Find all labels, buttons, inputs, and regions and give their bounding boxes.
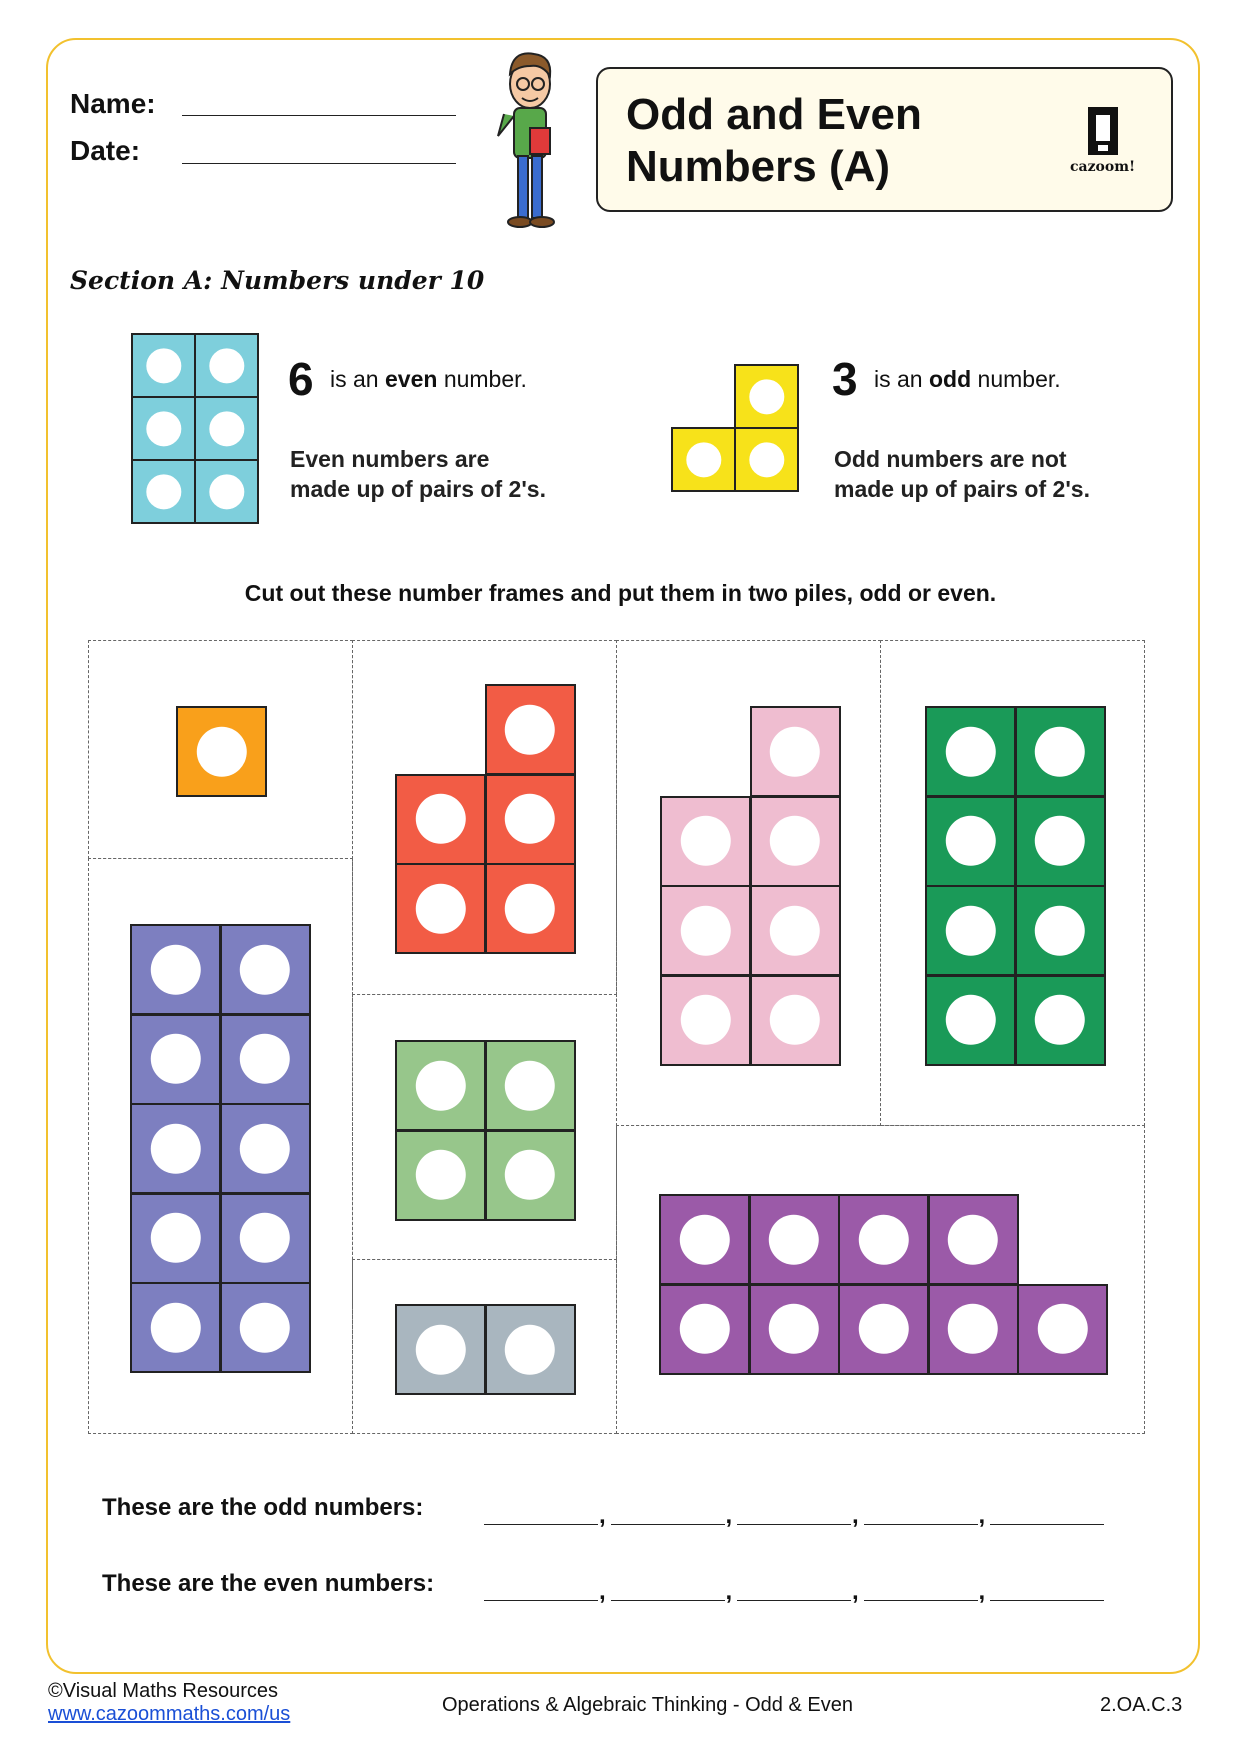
answer-blank[interactable] <box>737 1600 851 1601</box>
answer-blank[interactable] <box>611 1524 725 1525</box>
frame-cell <box>928 1194 1019 1285</box>
footer-copyright: ©Visual Maths Resources <box>48 1680 279 1702</box>
frame-cell <box>1015 975 1106 1066</box>
frame-cell <box>671 427 736 492</box>
frame-cell <box>1015 706 1106 797</box>
name-line[interactable] <box>182 115 456 116</box>
frame-cell <box>220 1282 311 1373</box>
frame-cell <box>220 924 311 1015</box>
frame-cell <box>395 774 486 865</box>
frame-cell <box>220 1193 311 1284</box>
frame-cell <box>750 975 841 1066</box>
footer-link-wrap <box>48 1703 290 1726</box>
frame-cell <box>660 885 751 976</box>
frame-cell <box>750 706 841 797</box>
even-sentence-bold: even <box>384 366 438 392</box>
footer-link[interactable]: www.cazoommaths.com/us <box>48 1703 291 1725</box>
odd-answer-label: These are the odd numbers: <box>102 1494 424 1521</box>
answer-blank[interactable] <box>864 1600 978 1601</box>
answer-blank[interactable] <box>484 1600 598 1601</box>
answer-comma: , <box>599 1502 606 1529</box>
frame-cell <box>925 975 1016 1066</box>
answer-blank[interactable] <box>484 1524 598 1525</box>
frame-cell <box>131 333 196 398</box>
name-label: Name: <box>70 88 156 119</box>
frame-cell <box>220 1014 311 1105</box>
frame-cell <box>395 1304 486 1395</box>
odd-sentence-post: number. <box>977 366 1061 392</box>
odd-desc-line-2: made up of pairs of 2's. <box>834 476 1090 502</box>
even-sentence-post: number. <box>443 366 527 392</box>
frame-cell <box>838 1284 929 1375</box>
answer-comma: , <box>978 1578 986 1605</box>
frame-cell <box>660 796 751 887</box>
frame-cell <box>1015 885 1106 976</box>
teacher-mascot-icon <box>490 44 570 232</box>
frame-cell <box>485 863 576 954</box>
date-line[interactable] <box>182 163 456 164</box>
frame-cell <box>925 796 1016 887</box>
frame-cell <box>925 706 1016 797</box>
frame-cell <box>750 885 841 976</box>
odd-example-sentence <box>874 366 1061 393</box>
odd-example-number: 3 <box>832 353 858 405</box>
odd-sentence-pre: is an <box>874 366 923 392</box>
even-answer-label: These are the even numbers: <box>102 1570 435 1597</box>
frame-cell <box>131 459 196 524</box>
frame-cell <box>194 459 259 524</box>
frame-cell <box>659 1284 750 1375</box>
frame-cell <box>130 1014 221 1105</box>
frame-cell <box>485 1040 576 1131</box>
even-example-number: 6 <box>288 353 314 405</box>
frame-cell <box>1017 1284 1108 1375</box>
answer-blank[interactable] <box>611 1600 725 1601</box>
odd-desc-line-1: Odd numbers are not <box>834 446 1067 472</box>
frame-cell <box>749 1284 840 1375</box>
frame-cell <box>130 1282 221 1373</box>
frame-cell <box>485 684 576 775</box>
answer-comma: , <box>852 1578 859 1605</box>
frame-cell <box>925 885 1016 976</box>
answer-comma: , <box>725 1578 733 1605</box>
frame-cell <box>750 796 841 887</box>
frame-cell <box>220 1103 311 1194</box>
footer-topic: Operations & Algebraic Thinking - Odd & Even <box>442 1694 853 1716</box>
even-sentence-pre: is an <box>330 366 379 392</box>
frame-cell <box>395 863 486 954</box>
frame-cell <box>485 1130 576 1221</box>
frame-cell <box>131 396 196 461</box>
answer-comma: , <box>725 1502 733 1529</box>
even-desc-line-2: made up of pairs of 2's. <box>290 476 546 502</box>
title-line-2: Numbers (A) <box>626 142 891 191</box>
title-box <box>596 67 1173 212</box>
cazoom-logo-icon <box>1086 105 1120 157</box>
section-title: Section A: Numbers under 10 <box>70 266 485 295</box>
frame-cell <box>928 1284 1019 1375</box>
frame-cell <box>130 1193 221 1284</box>
frame-cell <box>194 396 259 461</box>
frame-cell <box>1015 796 1106 887</box>
answer-blank[interactable] <box>990 1600 1104 1601</box>
answer-blank[interactable] <box>864 1524 978 1525</box>
frame-cell <box>734 364 799 429</box>
cazoom-logo-text: cazoom! <box>1070 159 1136 175</box>
frame-cell <box>838 1194 929 1285</box>
frame-cell <box>749 1194 840 1285</box>
even-description <box>290 444 546 504</box>
odd-description <box>834 444 1090 504</box>
answer-comma: , <box>599 1578 606 1605</box>
frame-cell <box>659 1194 750 1285</box>
frame-cell <box>130 1103 221 1194</box>
title-line-1: Odd and Even <box>626 90 922 139</box>
instruction-text: Cut out these number frames and put them in two piles, odd or even. <box>244 580 997 606</box>
frame-cell <box>130 924 221 1015</box>
page-title <box>626 89 922 193</box>
date-label: Date: <box>70 135 141 166</box>
answer-comma: , <box>852 1502 859 1529</box>
even-desc-line-1: Even numbers are <box>290 446 490 472</box>
frame-cell <box>734 427 799 492</box>
answer-comma: , <box>978 1502 986 1529</box>
frame-cell <box>176 706 267 797</box>
answer-blank[interactable] <box>990 1524 1104 1525</box>
odd-sentence-bold: odd <box>928 366 972 392</box>
footer-code: 2.OA.C.3 <box>1100 1694 1183 1716</box>
even-example-sentence <box>330 366 527 393</box>
answer-blank[interactable] <box>737 1524 851 1525</box>
frame-cell <box>485 774 576 865</box>
frame-cell <box>660 975 751 1066</box>
frame-cell <box>395 1040 486 1131</box>
frame-cell <box>485 1304 576 1395</box>
frame-cell <box>194 333 259 398</box>
frame-cell <box>395 1130 486 1221</box>
